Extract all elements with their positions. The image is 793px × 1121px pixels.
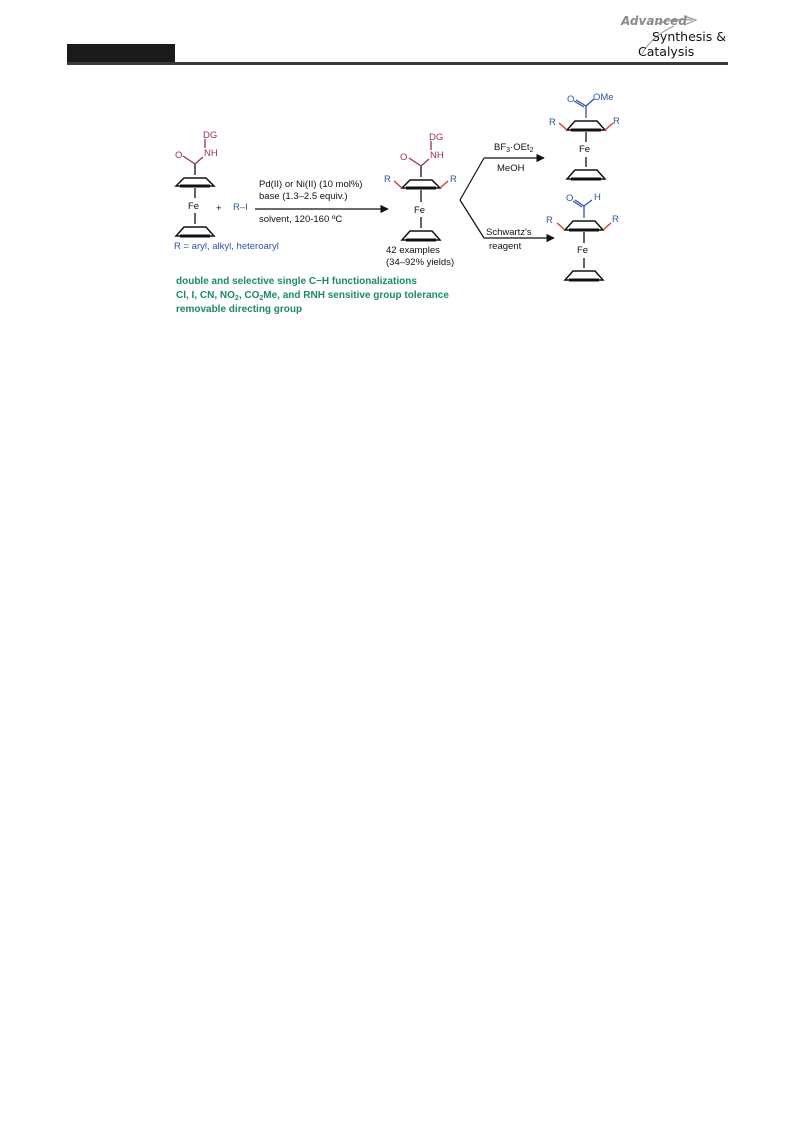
hl2-sub1: 2 xyxy=(234,295,239,302)
bf3-mid: ·OEt xyxy=(510,142,530,153)
product-fe-label: Fe xyxy=(414,205,426,216)
aldehyde-r-left: R xyxy=(546,215,553,226)
schwartz-reagent-line1: Schwartz's xyxy=(486,227,532,238)
aldehyde-h-label: H xyxy=(594,192,601,203)
start-o-label: O xyxy=(175,150,183,161)
highlight-line1: double and selective single C−H functionalizations xyxy=(176,276,417,287)
start-nh-label: NH xyxy=(204,148,218,159)
condition-catalyst: Pd(II) or Ni(II) (10 mol%) xyxy=(259,179,363,190)
plus-sign: + xyxy=(216,203,222,214)
yield-range: (34–92% yields) xyxy=(386,257,455,268)
ester-r-left: R xyxy=(549,117,556,128)
bf3-sub2: 2 xyxy=(529,147,534,154)
logo-catalysis: Catalysis xyxy=(638,44,695,59)
highlight-line3: removable directing group xyxy=(176,304,303,315)
r-definition: R = aryl, alkyl, heteroaryl xyxy=(174,241,279,252)
bf3-reagent xyxy=(494,143,533,154)
product-dg-label: DG xyxy=(429,132,444,143)
logo-advanced: Advanced xyxy=(621,14,687,28)
condition-solvent: solvent, 120-160 ºC xyxy=(259,214,343,225)
aldehyde-o-label: O xyxy=(566,193,574,204)
scheme-drawing xyxy=(0,0,793,340)
examples-count: 42 examples xyxy=(386,245,440,256)
product-r-left: R xyxy=(384,174,391,185)
meoh-solvent: MeOH xyxy=(497,163,525,174)
start-dg-label: DG xyxy=(203,130,218,141)
product-nh-label: NH xyxy=(430,150,444,161)
product-o-label: O xyxy=(400,152,408,163)
ester-ome-label: OMe xyxy=(593,92,614,103)
hl2-sub2: 2 xyxy=(259,295,264,302)
ester-o-label: O xyxy=(567,94,575,105)
hl2-a: Cl, I, CN, NO xyxy=(176,290,235,301)
bf3-prefix: BF xyxy=(494,142,507,153)
aldehyde-fe-label: Fe xyxy=(577,245,589,256)
logo-synthesis: Synthesis & xyxy=(652,29,726,44)
ester-fe-label: Fe xyxy=(579,144,591,155)
ester-product xyxy=(559,99,613,179)
schwartz-reagent-line2: reagent xyxy=(489,241,522,252)
condition-base: base (1.3–2.5 equiv.) xyxy=(259,191,348,202)
highlight-line2 xyxy=(176,291,449,302)
reaction-scheme xyxy=(0,0,793,340)
start-fe-label: Fe xyxy=(188,201,200,212)
bf3-sub1: 3 xyxy=(506,147,511,154)
aldehyde-r-right: R xyxy=(612,214,619,225)
hl2-b: , CO xyxy=(238,290,260,301)
product-r-right: R xyxy=(450,174,457,185)
ester-r-right: R xyxy=(613,116,620,127)
hl2-c: Me, and RNH sensitive group tolerance xyxy=(263,290,449,301)
aryl-iodide-label: R–I xyxy=(233,202,248,213)
aldehyde-product xyxy=(557,200,611,280)
